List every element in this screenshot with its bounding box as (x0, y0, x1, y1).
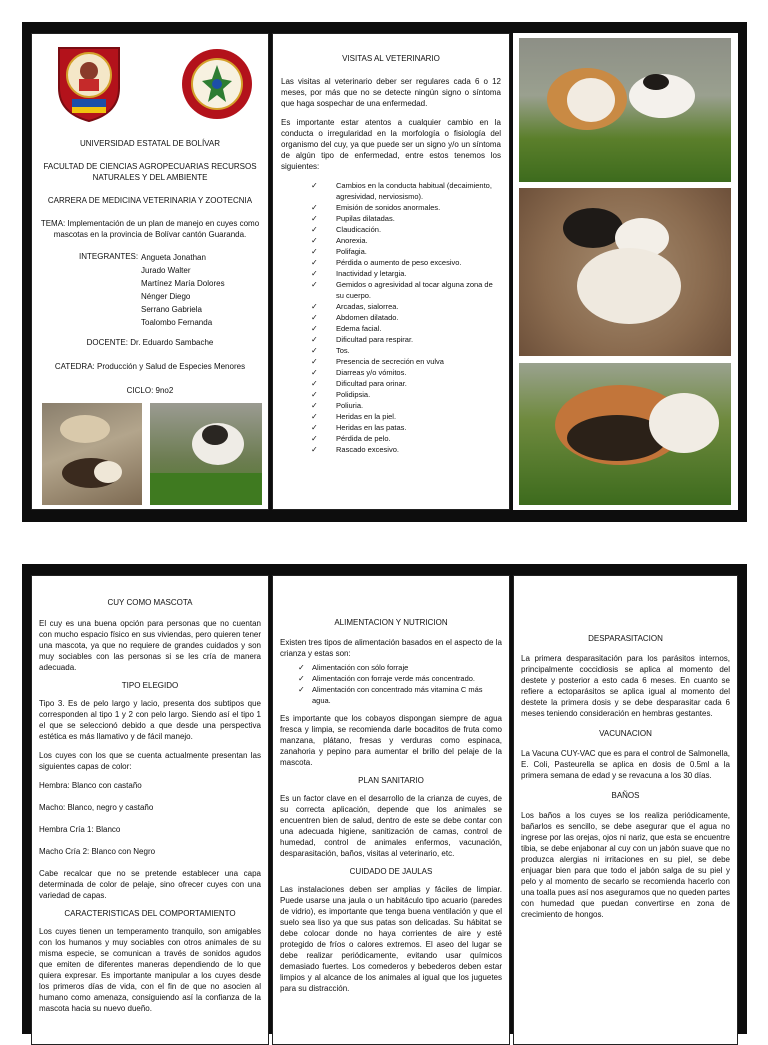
project-theme: TEMA: Implementación de un plan de manejo en cuyes como mascotas en la provincia de Bolívar cantón Guaranda. (40, 219, 260, 239)
vet-visits-paragraph-1: Las visitas al veterinario deber ser regulares cada 6 o 12 meses, por más que no se detecte ningún signo o síntoma que haga sospechar de una enfermedad. (281, 77, 501, 108)
list-item: ✓ Heridas en la piel. (281, 411, 501, 422)
guinea-pig-grass-photo (150, 403, 262, 505)
nutrition-title: ALIMENTACION Y NUTRICION (334, 618, 448, 627)
nutrition-panel (272, 575, 510, 1045)
guinea-pig-babies-photo (519, 188, 731, 356)
disease-signs-list (281, 180, 501, 455)
cage-care-title: CUIDADO DE JAULAS (349, 867, 433, 876)
baths-paragraph: Los baños a los cuyes se los realiza periódicamente, bañarlos es sencillo, se debe asegurar que el agua no ingrese por las orejas, ojos ni nariz, que esta se encuentre tibia, se debe enjabonar al cuy con un jabón suave que no produzca alergias ni irritaciones en su piel, se debe enjuagar bien para que todo el jabón salga de su piel y pelo y al momento de secarlo se recomienda hacerlo con una toalla pues así nos aseguramos que no queden partes con humedad que puedan convertirse en zona de crecimiento de hongos. (521, 811, 730, 919)
coat-colors-intro: Los cuyes con los que se cuenta actualmente presentan las siguientes capas de color: (39, 751, 261, 771)
list-item: ✓ Heridas en las patas. (281, 422, 501, 433)
vet-visits-paragraph-2: Es importante estar atentos a cualquier cambio en la conducta o irregularidad en la morfología o fisiología del organismo del cuy, ya que puede ser un signo y/o un síntoma de algún tipo de enfermedad, entre estos tenemos los siguientes: (281, 118, 501, 171)
list-item: ✓ Presencia de secreción en vulva (281, 356, 501, 367)
vaccination-title: VACUNACION (599, 729, 652, 738)
health-plan-paragraph: Es un factor clave en el desarrollo de la crianza de cuyes, de su correcta aplicación, depende que los animales se encuentren bien de salud, dentro de este se debe contar con una adecuada higiene, sanitización de camas, control de humedad, control de animales enfermos, vacunación, desparasitación, baños, visitas al veterinario, etc. (280, 794, 502, 858)
member-name: Nénger Diego (141, 292, 191, 301)
teacher-name: DOCENTE: Dr. Eduardo Sambache (86, 338, 214, 347)
pet-guinea-pig-panel (31, 575, 269, 1045)
behavior-title: CARACTERISTICAS DEL COMPORTAMIENTO (64, 909, 236, 918)
cage-care-paragraph: Las instalaciones deben ser amplias y fáciles de limpiar. Puede usarse una jaula o un habitáculo tipo acuario (paredes de vidrio), es importante que tenga buena ventilación y que el suelo sea liso ya que sus patas son delicadas. Su hábitat se debe colocar donde no haya corrientes de aire y esté protegido de fríos o calores extremos. El aseo del lugar se debe realizar periódicamente, evitando usar químicos demasiado fuertes. Los comederos y bebederos deben estar limpios y al alcance de los animales al igual que los juguetes para su distracción. (280, 885, 502, 993)
health-plan-title: PLAN SANITARIO (358, 776, 424, 785)
list-item: ✓ Gemidos o agresividad al tocar alguna zona de su cuerpo. (281, 279, 501, 301)
list-item: ✓ Alimentación con concentrado más vitamina C más agua. (280, 684, 502, 706)
vet-visits-title: VISITAS AL VETERINARIO (342, 54, 440, 63)
member-name: Toalombo Fernanda (141, 318, 213, 327)
coat-color-item: Macho Cría 2: Blanco con Negro (39, 847, 156, 856)
nutrition-paragraph: Es importante que los cobayos dispongan siempre de agua fresca y limpia, se recomienda darle bocaditos de fruta como manzana, plátano, fresas y verduras como espinaca, zanahoria y pepino para aumentar el brillo del pelaje de la mascota. (280, 714, 502, 767)
cycle-label: CICLO: 9no2 (126, 386, 174, 395)
cover-panel (31, 33, 269, 510)
career-name: CARRERA DE MEDICINA VETERINARIA Y ZOOTECNIA (47, 196, 253, 205)
guinea-pigs-on-grass-photo (519, 38, 731, 182)
coat-color-note: Cabe recalcar que no se pretende establecer una capa determinada de color de pelaje, sino ofrecer cuyes con una variedad de capas. (39, 869, 261, 900)
list-item: ✓ Anorexia. (281, 235, 501, 246)
baths-title: BAÑOS (611, 791, 640, 800)
list-item: ✓ Dificultad para orinar. (281, 378, 501, 389)
guinea-pigs-photo (42, 403, 142, 505)
list-item: ✓ Edema facial. (281, 323, 501, 334)
members-list (141, 251, 225, 329)
nutrition-intro: Existen tres tipos de alimentación basados en el aspecto de la crianza y estas son: (280, 638, 502, 658)
pet-title: CUY COMO MASCOTA (107, 598, 193, 607)
list-item: ✓ Dificultad para respirar. (281, 334, 501, 345)
member-name: Angueta Jonathan (141, 253, 206, 262)
list-item: ✓ Arcadas, sialorrea. (281, 301, 501, 312)
feeding-types-list (280, 662, 502, 706)
brochure-back-sheet (22, 564, 747, 1034)
list-item: ✓ Polifagia. (281, 246, 501, 257)
coat-color-item: Macho: Blanco, negro y castaño (39, 803, 154, 812)
faculty-seal-logo (180, 47, 254, 121)
pet-guinea-pig-content (39, 598, 261, 1022)
list-item: ✓ Pupilas dilatadas. (281, 213, 501, 224)
brochure-front-sheet (22, 22, 747, 522)
members-block (38, 251, 262, 331)
behavior-paragraph: Los cuyes tienen un temperamento tranquilo, son amigables con los humanos y muy sociables con otros animales de su misma especie, se comunican a través de sonidos agudos que emiten de diferentes maneras dependiendo de lo que quiera expresar. Es importante manipular a los cuyes desde los primeros días de vida, con el fin de que no asocien al humano como amenaza, consiguiendo así la confianza de la mascota hacia su nuevo dueño. (39, 927, 261, 1013)
deworming-content (521, 634, 730, 928)
member-name: Jurado Walter (141, 266, 191, 275)
long-hair-guinea-pig-photo (519, 363, 731, 505)
nutrition-content (280, 618, 502, 1002)
list-item: ✓ Abdomen dilatado. (281, 312, 501, 323)
list-item: ✓ Diarreas y/o vómitos. (281, 367, 501, 378)
coat-color-item: Hembra: Blanco con castaño (39, 781, 142, 790)
list-item: ✓ Pérdida o aumento de peso excesivo. (281, 257, 501, 268)
vaccination-paragraph: La Vacuna CUY-VAC que es para el control de Salmonella, E. Coli, Pasteurella se aplica en dosis de 0.5ml a la primera semana de edad y se revacuna a los 30 días. (521, 749, 730, 780)
member-name: Martínez María Dolores (141, 279, 225, 288)
deworming-paragraph: La primera desparasitación para los parásitos internos, principalmente coccidiosis se aplica al momento del destete y posterior a esto cada 6 meses. En cuanto se refiere a ectoparásitos se aplica igual al momento del destete la primera dosis y se debe desparasitar cada 6 meses teniendo consideración en hembras gestantes. (521, 654, 730, 718)
list-item: ✓ Poliuria. (281, 400, 501, 411)
pet-paragraph: El cuy es una buena opción para personas que no cuentan con mucho espacio físico en sus viviendas, pero quieren tener una mascota, ya que no requiere de grandes cuidados y son muy sociables con las personas si se les cría de manera adecuada. (39, 619, 261, 672)
list-item: ✓ Rascado excesivo. (281, 444, 501, 455)
university-name: UNIVERSIDAD ESTATAL DE BOLÍVAR (79, 139, 221, 148)
chosen-type-paragraph: Tipo 3. Es de pelo largo y lacio, presenta dos subtipos que corresponden al tipo 1 y 2 con pelo largo. Siendo así el tipo 1 el que se seleccionó debido a que desde una perspectiva estética es más llamativo y de fácil manejo. (39, 699, 261, 741)
vet-visits-panel (272, 33, 510, 510)
list-item: ✓ Alimentación con forraje verde más concentrado. (280, 673, 502, 684)
list-item: ✓ Emisión de sonidos anormales. (281, 202, 501, 213)
list-item: ✓ Cambios en la conducta habitual (decaimiento, agresividad, nerviosismo). (281, 180, 501, 202)
list-item: ✓ Alimentación con sólo forraje (280, 662, 502, 673)
deworming-panel (513, 575, 738, 1045)
university-shield-logo (54, 43, 124, 123)
coat-color-item: Hembra Cría 1: Blanco (39, 825, 121, 834)
list-item: ✓ Claudicación. (281, 224, 501, 235)
list-item: ✓ Pérdida de pelo. (281, 433, 501, 444)
photos-panel (513, 33, 738, 510)
members-label: INTEGRANTES: (79, 252, 139, 261)
deworming-title: DESPARASITACION (588, 634, 663, 643)
list-item: ✓ Polidipsia. (281, 389, 501, 400)
list-item: ✓ Inactividad y letargia. (281, 268, 501, 279)
faculty-name: FACULTAD DE CIENCIAS AGROPECUARIAS RECURSOS NATURALES Y DEL AMBIENTE (43, 162, 257, 182)
member-name: Serrano Gabriela (141, 305, 202, 314)
list-item: ✓ Tos. (281, 345, 501, 356)
chosen-type-title: TIPO ELEGIDO (121, 681, 179, 690)
cover-text-block (38, 138, 262, 396)
vet-visits-content (281, 54, 501, 455)
subject-name: CATEDRA: Producción y Salud de Especies Menores (54, 362, 246, 371)
